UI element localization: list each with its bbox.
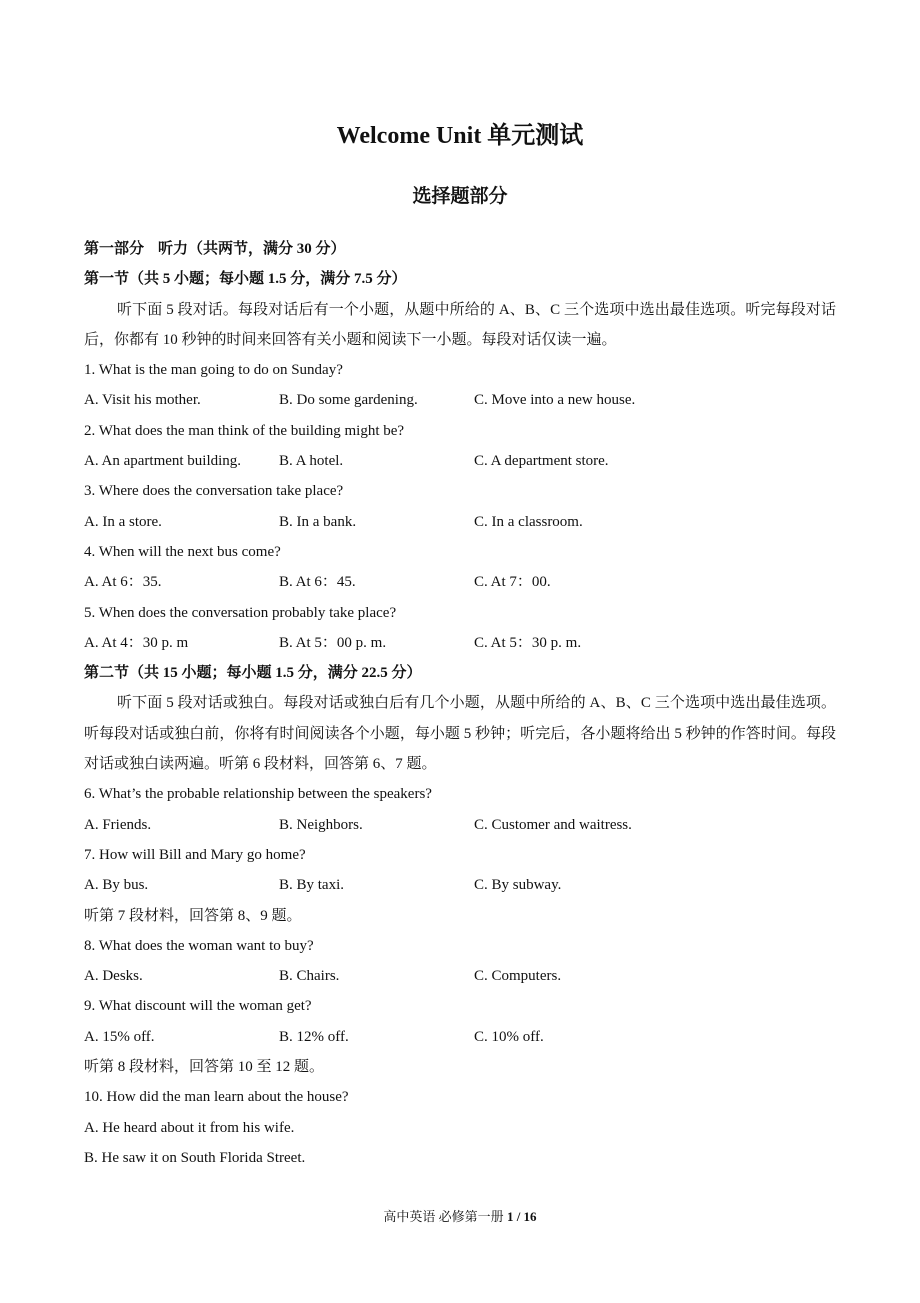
material-8-note: 听第 8 段材料，回答第 10 至 12 题。 <box>84 1059 325 1076</box>
question-8-options <box>84 961 836 991</box>
option-a: A. An apartment building. <box>84 453 242 470</box>
page-number: 1 / 16 <box>506 1209 537 1224</box>
option-c: C. Move into a new house. <box>474 392 636 409</box>
section2-heading: 第二节（共 15 小题；每小题 1.5 分，满分 22.5 分） <box>84 665 422 682</box>
option-b: B. Neighbors. <box>279 816 363 833</box>
question-9-options <box>84 1022 836 1052</box>
option-b: B. 12% off. <box>279 1028 349 1045</box>
option-a: A. Visit his mother. <box>84 392 201 409</box>
option-c: C. Customer and waitress. <box>474 816 632 833</box>
question-3: 3. Where does the conversation take place? <box>84 483 344 500</box>
option-c: C. Computers. <box>474 968 562 985</box>
section1-instructions: 听下面 5 段对话。每段对话后有一个小题，从题中所给的 A、B、C 三个选项中选出最佳选项。听完每段对话后，你都有 10 秒钟的时间来回答有关小题和阅读下一小题。每段对话仅读一遍。 <box>84 301 836 348</box>
question-6: 6. What’s the probable relationship between the speakers? <box>84 786 432 803</box>
option-a: A. At 4：30 p. m <box>84 634 189 651</box>
option-c: C. At 5：30 p. m. <box>474 634 582 651</box>
part1-heading: 第一部分 听力（共两节，满分 30 分） <box>84 241 346 257</box>
option-a: A. 15% off. <box>84 1028 155 1045</box>
footer-text: 高中英语 必修第一册 <box>383 1209 507 1224</box>
section1-heading: 第一节（共 5 小题；每小题 1.5 分，满分 7.5 分） <box>84 271 407 288</box>
question-7-options <box>84 870 836 900</box>
question-8: 8. What does the woman want to buy? <box>84 937 314 954</box>
question-2: 2. What does the man think of the building might be? <box>84 422 405 439</box>
option-c: C. A department store. <box>474 453 609 470</box>
option-b: B. At 5：00 p. m. <box>279 634 387 651</box>
option-a: A. Friends. <box>84 816 152 833</box>
option-b: B. A hotel. <box>279 453 344 470</box>
section2-instructions: 听下面 5 段对话或独白。每段对话或独白后有几个小题，从题中所给的 A、B、C 三个选项中选出最佳选项。听每段对话或独白前，你将有时间阅读各个小题，每小题 5 秒钟；听完后，各小题将给出 5 秒钟的作答时间。每段对话或独白读两遍。听第 6 段材料，回答第 6、7 题。 <box>84 695 836 773</box>
option-b: B. Chairs. <box>279 968 340 985</box>
option-b: B. In a bank. <box>279 513 357 530</box>
question-4: 4. When will the next bus come? <box>84 543 281 560</box>
option-a: A. Desks. <box>84 968 143 985</box>
option-a: A. He heard about it from his wife. <box>84 1119 295 1136</box>
material-7-note: 听第 7 段材料，回答第 8、9 题。 <box>84 907 302 924</box>
option-a: A. At 6：35. <box>84 574 162 591</box>
option-b: B. By taxi. <box>279 877 345 894</box>
page-title: Welcome Unit 单元测试 <box>336 123 584 149</box>
option-b: B. He saw it on South Florida Street. <box>84 1149 306 1166</box>
question-1-options <box>84 385 836 415</box>
question-4-options <box>84 567 836 597</box>
question-9: 9. What discount will the woman get? <box>84 998 312 1015</box>
option-b: B. Do some gardening. <box>279 392 418 409</box>
option-a: A. In a store. <box>84 513 162 530</box>
option-b: B. At 6：45. <box>279 574 356 591</box>
page-footer <box>0 1207 920 1227</box>
question-6-options <box>84 810 836 840</box>
question-1: 1. What is the man going to do on Sunday? <box>84 362 343 379</box>
option-c: C. 10% off. <box>474 1028 544 1045</box>
exam-content <box>84 234 836 1173</box>
question-10: 10. How did the man learn about the house? <box>84 1089 349 1106</box>
question-5-options <box>84 628 836 658</box>
option-c: C. By subway. <box>474 877 562 894</box>
section-subtitle: 选择题部分 <box>412 186 508 207</box>
question-2-options <box>84 446 836 476</box>
option-c: C. At 7：00. <box>474 574 551 591</box>
option-a: A. By bus. <box>84 877 149 894</box>
question-3-options <box>84 507 836 537</box>
option-c: C. In a classroom. <box>474 513 583 530</box>
question-5: 5. When does the conversation probably take place? <box>84 604 397 621</box>
question-7: 7. How will Bill and Mary go home? <box>84 846 306 863</box>
